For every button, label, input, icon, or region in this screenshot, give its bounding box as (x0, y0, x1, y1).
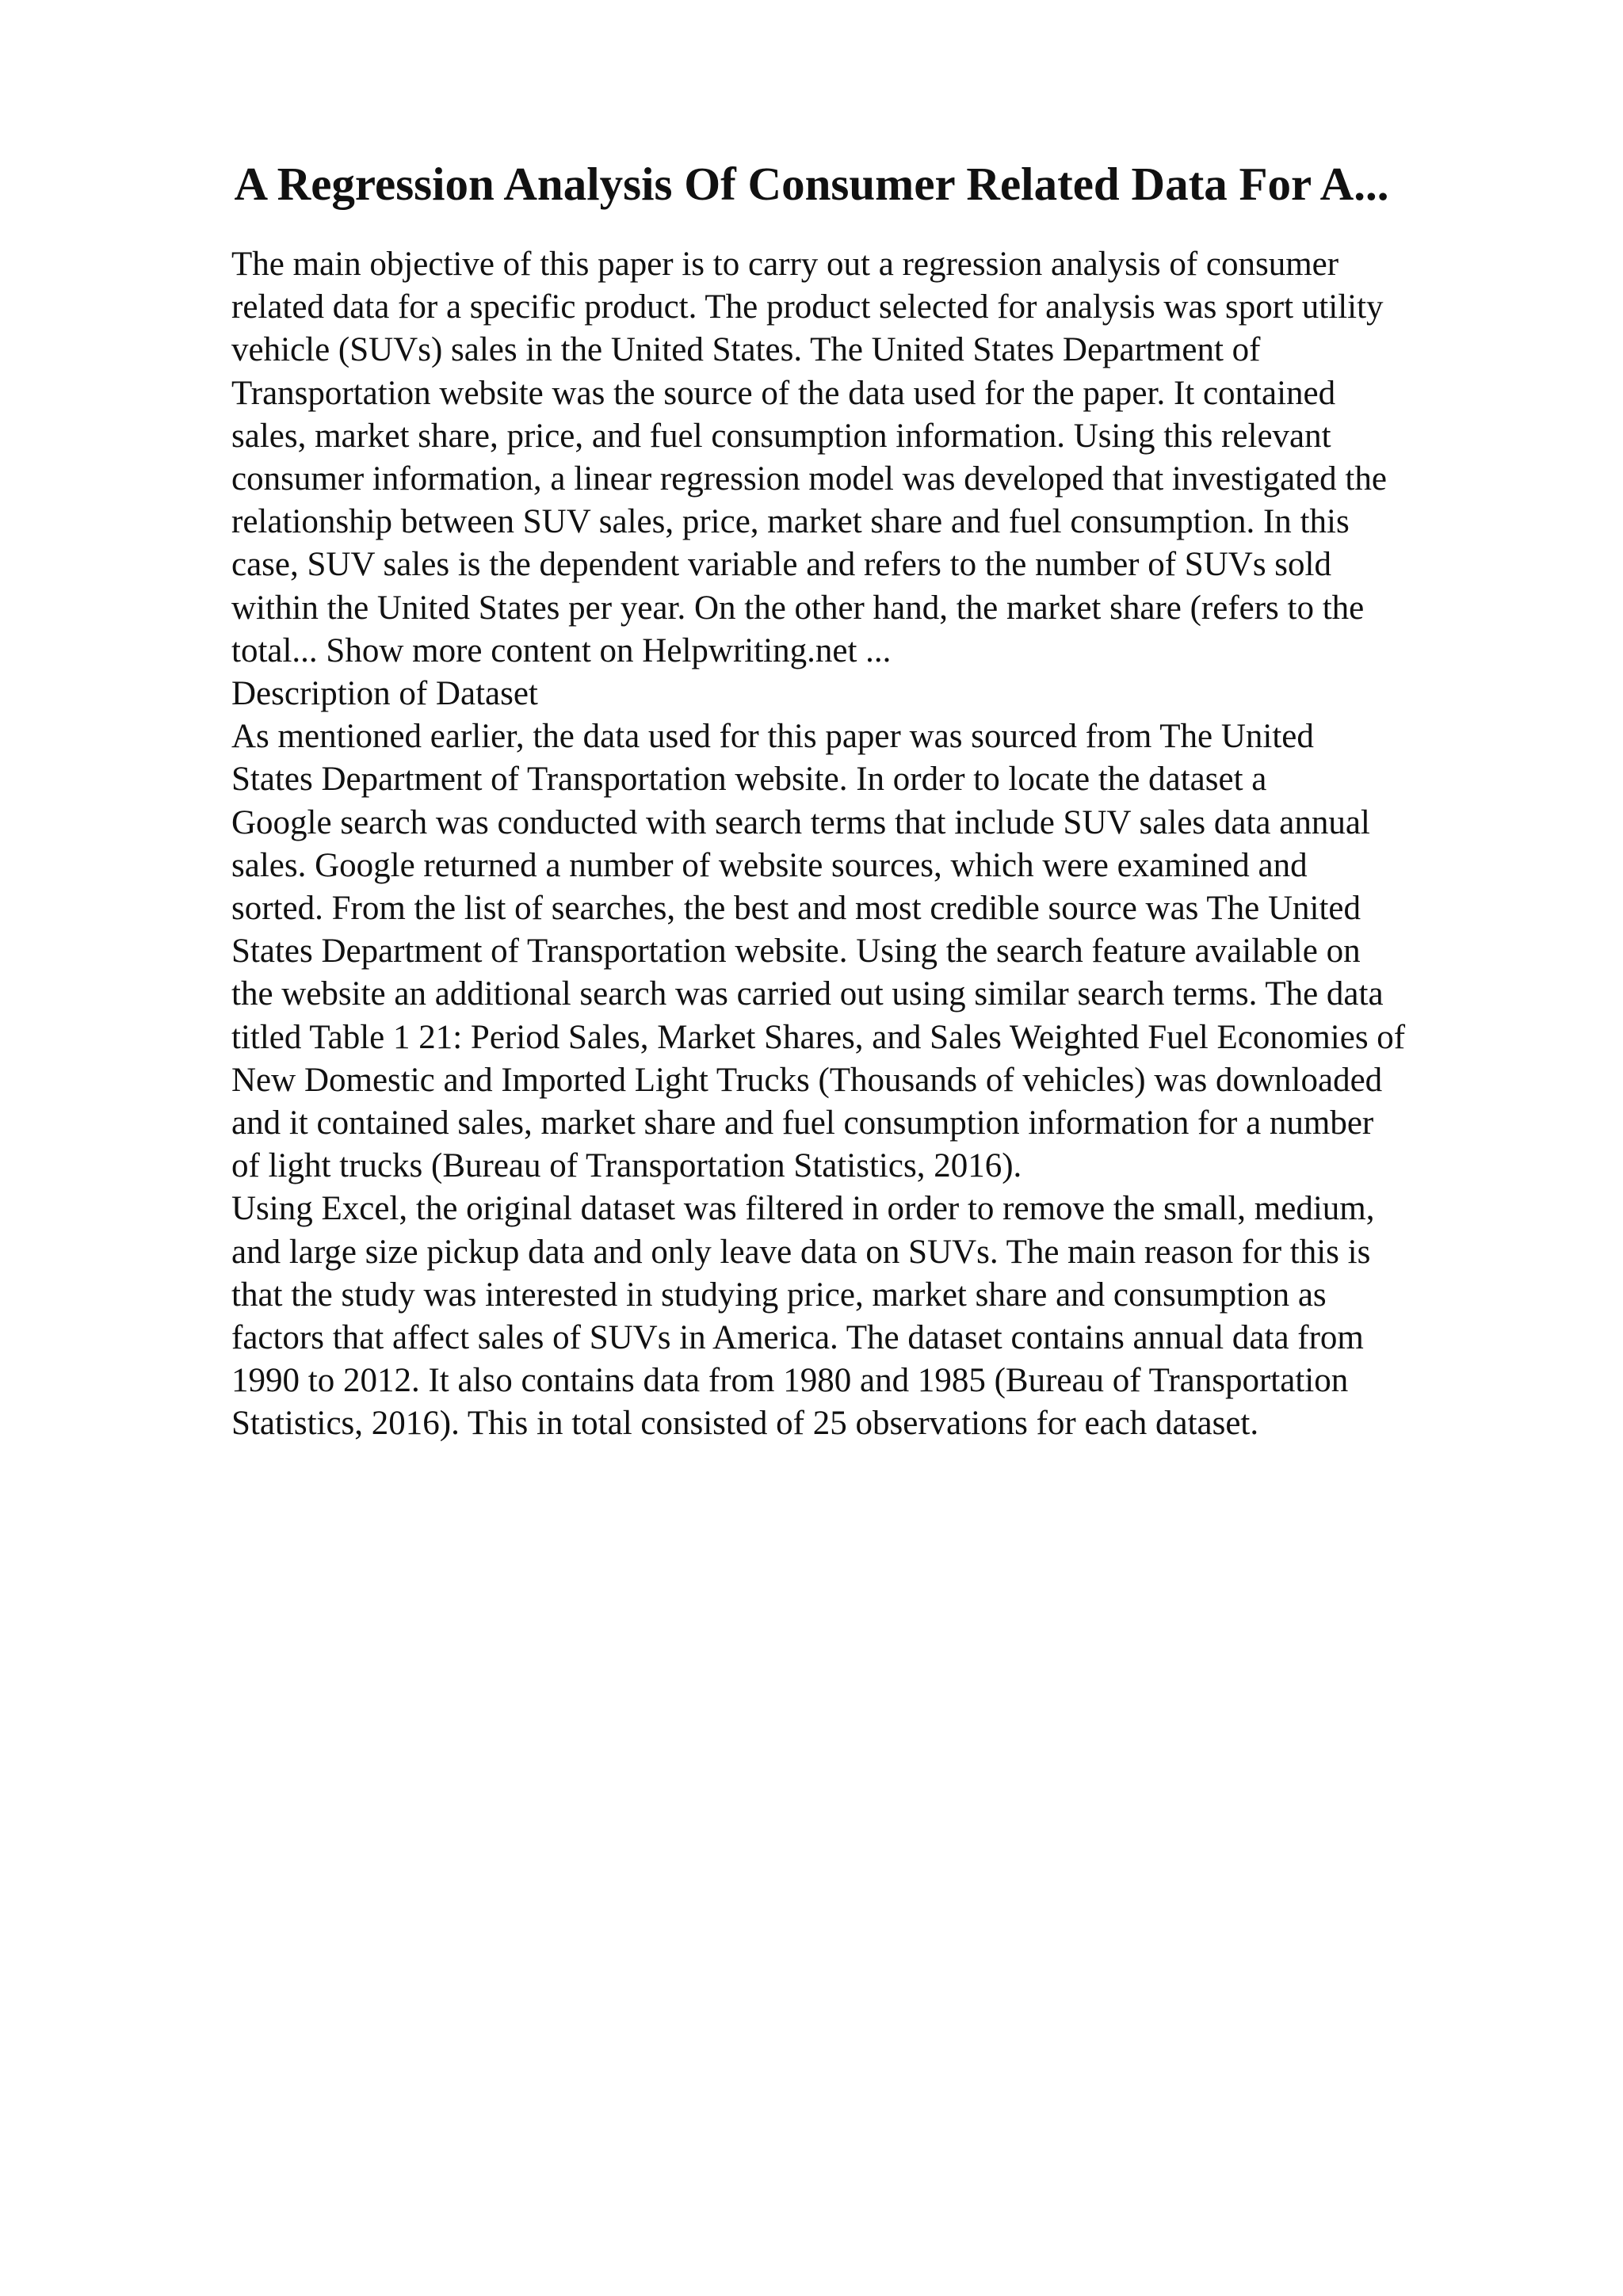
text-line: within the United States per year. On the other hand, the market share (refers to the (231, 589, 1365, 627)
text-line: related data for a specific product. The product selected for analysis was sport utility (231, 288, 1384, 326)
text-line: States Department of Transportation website. Using the search feature available on (231, 933, 1361, 971)
text-line: vehicle (SUVs) sales in the United States. The United States Department of (231, 331, 1261, 369)
text-line: and it contained sales, market share and fuel consumption information for a number (231, 1104, 1374, 1142)
text-line: New Domestic and Imported Light Trucks (Thousands of vehicles) was downloaded (231, 1061, 1383, 1099)
section-heading: Description of Dataset (231, 675, 538, 713)
text-line: Statistics, 2016). This in total consisted of 25 observations for each dataset. (231, 1405, 1259, 1443)
document-title: A Regression Analysis Of Consumer Related Data For A... (234, 158, 1389, 210)
text-line: As mentioned earlier, the data used for this paper was sourced from The United (231, 718, 1314, 756)
text-line: The main objective of this paper is to carry out a regression analysis of consumer (231, 246, 1339, 283)
document-body (231, 243, 1531, 1446)
text-line: of light trucks (Bureau of Transportation Statistics, 2016). (231, 1147, 1022, 1185)
text-line: Using Excel, the original dataset was filtered in order to remove the small, medium, (231, 1190, 1375, 1228)
text-line: Transportation website was the source of the data used for the paper. It contained (231, 374, 1336, 412)
text-line: sorted. From the list of searches, the best and most credible source was The United (231, 890, 1361, 928)
text-line: titled Table 1 21: Period Sales, Market Shares, and Sales Weighted Fuel Economies of (231, 1018, 1406, 1056)
text-line: case, SUV sales is the dependent variable and refers to the number of SUVs sold (231, 546, 1331, 584)
text-line: and large size pickup data and only leave data on SUVs. The main reason for this is (231, 1233, 1371, 1271)
text-line: relationship between SUV sales, price, market share and fuel consumption. In this (231, 503, 1350, 541)
text-line: 1990 to 2012. It also contains data from 1980 and 1985 (Bureau of Transportation (231, 1362, 1349, 1400)
text-line: total... Show more content on Helpwriting.net ... (231, 631, 892, 669)
text-line: the website an additional search was carried out using similar search terms. The data (231, 975, 1384, 1013)
text-line: that the study was interested in studying price, market share and consumption as (231, 1276, 1327, 1314)
text-line: Google search was conducted with search terms that include SUV sales data annual (231, 803, 1370, 841)
text-line: factors that affect sales of SUVs in America. The dataset contains annual data from (231, 1319, 1364, 1357)
text-line: States Department of Transportation website. In order to locate the dataset a (231, 761, 1267, 799)
text-line: sales. Google returned a number of website sources, which were examined and (231, 846, 1308, 884)
text-line: consumer information, a linear regression model was developed that investigated the (231, 460, 1387, 498)
text-line: sales, market share, price, and fuel consumption information. Using this relevant (231, 417, 1331, 455)
